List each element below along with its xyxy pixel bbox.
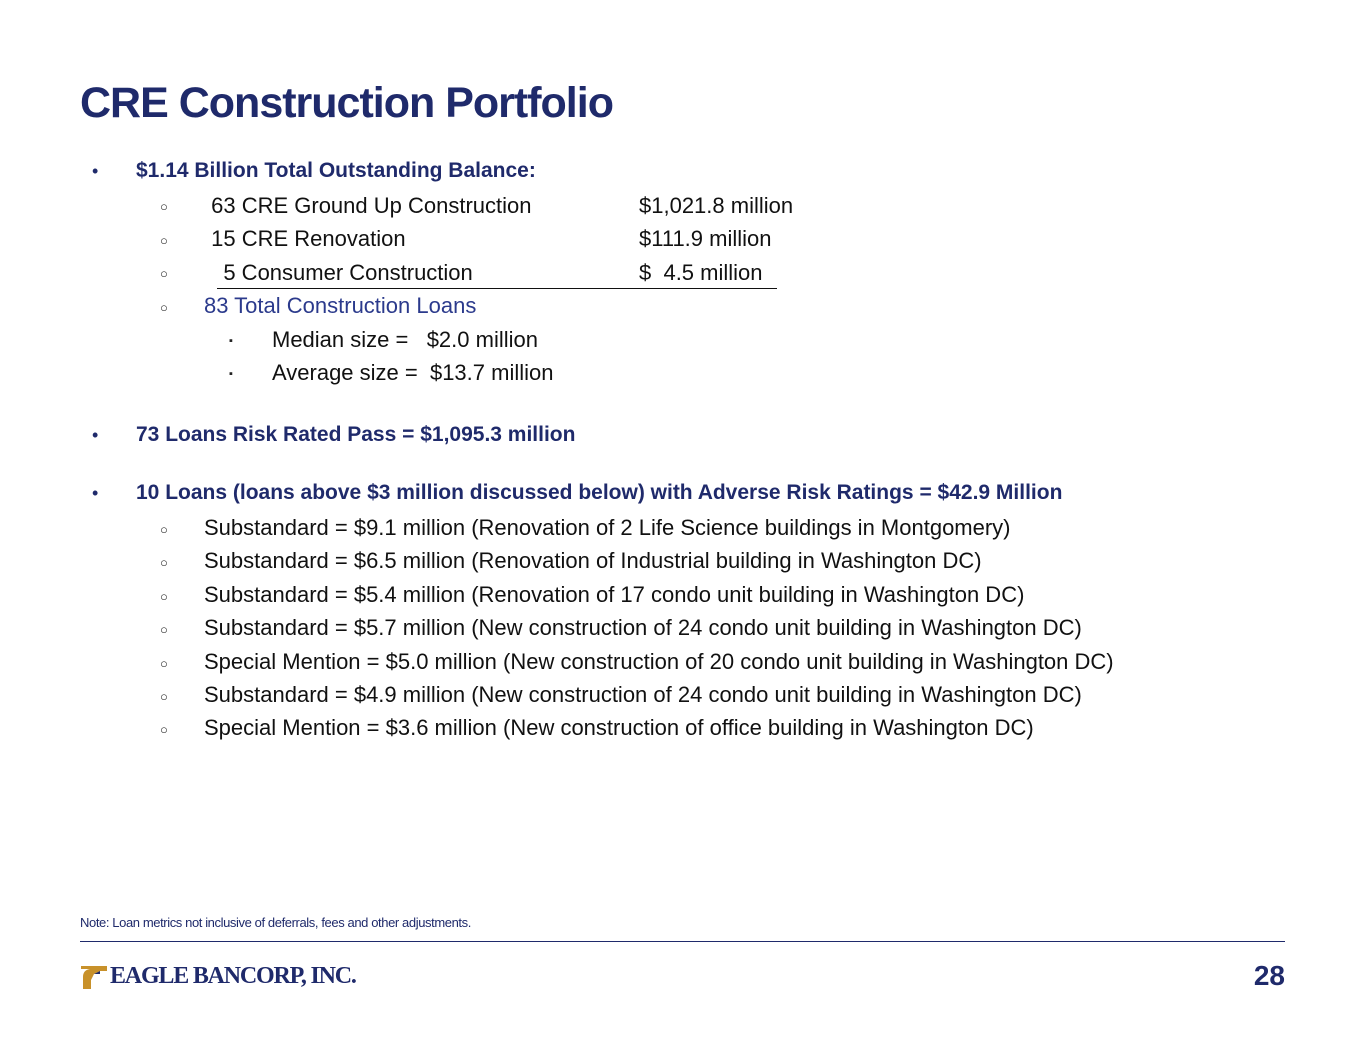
bullet-dot-icon: • [92, 483, 99, 503]
list-item: Special Mention = $3.6 million (New construction of office building in Washington DC) [204, 715, 1034, 740]
circle-bullet-icon: ○ [160, 266, 168, 281]
circle-bullet-icon: ○ [160, 589, 168, 604]
circle-bullet-icon: ○ [160, 689, 168, 704]
eagle-icon [80, 962, 108, 990]
average-size: Average size = $13.7 million [272, 360, 554, 385]
company-logo-text: EAGLE BANCORP, INC. [110, 962, 356, 989]
bullet-dot-icon: • [92, 161, 99, 181]
circle-bullet-icon: ○ [160, 656, 168, 671]
row-label: 5 Consumer Construction [205, 260, 473, 285]
median-size: Median size = $2.0 million [272, 327, 538, 352]
square-bullet-icon: ▪ [229, 335, 233, 347]
section-heading-pass: 73 Loans Risk Rated Pass = $1,095.3 million [136, 423, 576, 446]
row-value: $111.9 million [639, 226, 772, 251]
footnote: Note: Loan metrics not inclusive of deferrals, fees and other adjustments. [80, 915, 471, 930]
list-item: Special Mention = $5.0 million (New construction of 20 condo unit building in Washington DC) [204, 649, 1114, 674]
row-label: 15 CRE Renovation [205, 226, 406, 251]
circle-bullet-icon: ○ [160, 300, 168, 315]
page-title: CRE Construction Portfolio [80, 79, 613, 127]
list-item: Substandard = $5.7 million (New construction of 24 condo unit building in Washington DC) [204, 615, 1082, 640]
row-label: 63 CRE Ground Up Construction [205, 193, 532, 218]
circle-bullet-icon: ○ [160, 622, 168, 637]
row-value: $1,021.8 million [639, 193, 794, 218]
square-bullet-icon: ▪ [229, 368, 233, 380]
circle-bullet-icon: ○ [160, 199, 168, 214]
section-heading-adverse: 10 Loans (loans above $3 million discussed below) with Adverse Risk Ratings = $42.9 Million [136, 481, 1063, 504]
footer-divider [80, 941, 1285, 942]
list-item: Substandard = $6.5 million (Renovation of Industrial building in Washington DC) [204, 548, 982, 573]
company-logo [80, 960, 356, 992]
row-value: $ 4.5 million [639, 260, 763, 285]
circle-bullet-icon: ○ [160, 722, 168, 737]
bullet-dot-icon: • [92, 425, 99, 445]
circle-bullet-icon: ○ [160, 522, 168, 537]
total-loans: 83 Total Construction Loans [204, 293, 477, 318]
circle-bullet-icon: ○ [160, 555, 168, 570]
list-item: Substandard = $9.1 million (Renovation of 2 Life Science buildings in Montgomery) [204, 515, 1011, 540]
list-item: Substandard = $4.9 million (New construction of 24 condo unit building in Washington DC) [204, 682, 1082, 707]
section-heading-balance: $1.14 Billion Total Outstanding Balance: [136, 159, 536, 182]
circle-bullet-icon: ○ [160, 233, 168, 248]
page-number: 28 [1253, 960, 1285, 991]
list-item: Substandard = $5.4 million (Renovation of 17 condo unit building in Washington DC) [204, 582, 1025, 607]
